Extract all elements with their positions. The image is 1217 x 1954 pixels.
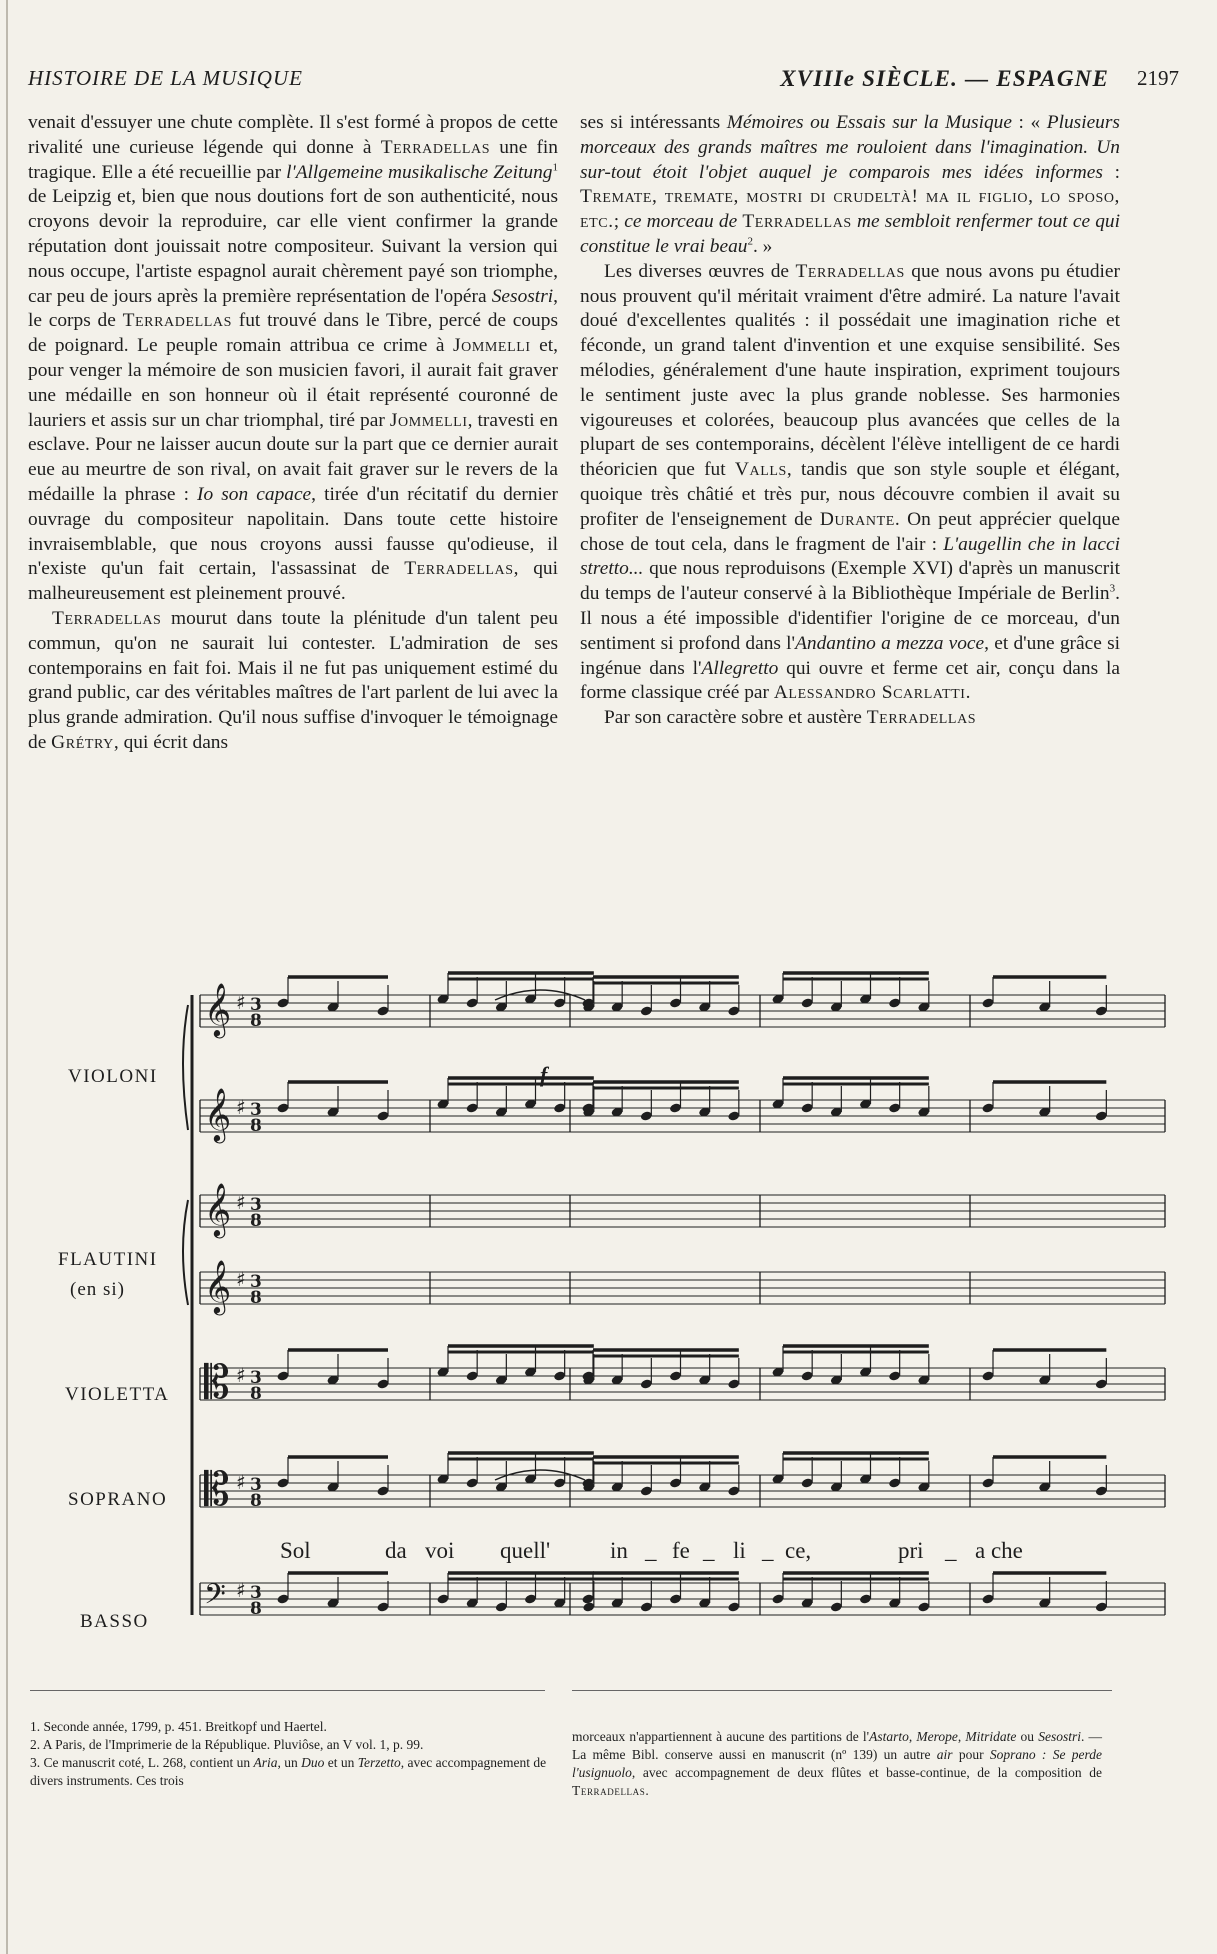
- composer-name: Alessandro Scarlatti: [773, 682, 966, 704]
- footnote-2: 2. A Paris, de l'Imprimerie de la République. Pluviôse, an V vol. 1, p. 99.: [30, 1737, 424, 1752]
- footnote-ref: 3: [1109, 582, 1116, 595]
- footnote-rule-left: [30, 1690, 545, 1691]
- time-signature-top: 3: [250, 1272, 262, 1292]
- text-run: 3. Ce manuscrit coté, L. 268, contient un: [30, 1755, 254, 1770]
- time-signature-bottom: 8: [250, 1211, 262, 1231]
- time-signature-bottom: 8: [250, 1116, 262, 1136]
- footnote-3: [30, 1754, 550, 1790]
- lyric-syllable: fe: [672, 1538, 690, 1563]
- text-run: , avec accompagnement de deux flûtes et basse-continue, de la composition de: [631, 1765, 1102, 1780]
- lyric-syllable: _: [762, 1538, 774, 1563]
- text-run: de Leipzig et, bien que nous doutions fort de son authenticité, nous croyons devoir la reproduire, car elle vient confirmer la grande réputation dont jouissait notre compositeur. Suivant la version qui nous occupe, l'artiste espagnol aurait chèrement payé son triomphe, car peu de jours après la première représentation de l'opéra: [28, 186, 558, 307]
- text-run: morceaux n'appartiennent à aucune des partitions de l': [572, 1729, 870, 1744]
- quotation: me sembloit renfermer tout ce qui constitue le vrai beau: [580, 211, 1120, 257]
- dynamic-forte: f: [540, 1062, 548, 1087]
- opera-title: Astarto: [869, 1729, 909, 1744]
- key-signature-icon: ♯: [236, 1095, 246, 1119]
- text-run: , un: [277, 1755, 302, 1770]
- violoni-brace: [183, 1005, 188, 1130]
- lyric-syllable: _: [945, 1538, 957, 1563]
- paragraph: [28, 607, 558, 756]
- opera-title: Merope: [916, 1729, 958, 1744]
- text-run: . — La même Bibl. conserve aussi en manuscrit (nº 139) un autre: [572, 1729, 1103, 1762]
- clef-icon: 𝄞: [204, 1087, 232, 1141]
- lyric-syllable: ce,: [785, 1538, 812, 1563]
- text-run: , et d'une grâce si ingénue dans l': [580, 632, 1120, 679]
- lyric-syllable: in: [610, 1538, 628, 1563]
- key-signature-icon: ♯: [236, 1190, 246, 1214]
- time-signature-top: 3: [250, 1583, 262, 1603]
- footnotes-left: [30, 1718, 550, 1790]
- text-run: ou: [1016, 1729, 1039, 1744]
- book-title: Mémoires ou Essais sur la Musique: [726, 112, 1012, 133]
- text-run: ;: [613, 211, 625, 233]
- composer-name: Terradellas: [122, 310, 233, 332]
- composer-name: Jommelli: [389, 409, 468, 431]
- composer-name: Terradellas: [742, 211, 852, 233]
- page-edge: [6, 0, 8, 1954]
- composer-name: Grétry: [51, 731, 114, 753]
- time-signature-top: 3: [250, 1100, 262, 1120]
- label-violoni: VIOLONI: [68, 1066, 158, 1087]
- label-soprano: SOPRANO: [68, 1489, 168, 1510]
- aria-title: Tremate, tremate, mostri di crudeltà! ma il figlio, lo sposo, etc.: [580, 186, 1120, 233]
- time-signature-top: 3: [250, 1368, 262, 1388]
- aria-title: Soprano : Se perde l'usignuolo: [572, 1747, 1102, 1780]
- header-section-title: XVIIIe SIÈCLE. — ESPAGNE: [780, 66, 1109, 91]
- time-signature-bottom: 8: [250, 1288, 262, 1308]
- time-signature-top: 3: [250, 1195, 262, 1215]
- text-run: . »: [752, 235, 773, 257]
- text-run: .: [645, 1783, 649, 1798]
- lyric-syllable: li: [733, 1538, 746, 1563]
- running-header: [28, 66, 1179, 92]
- left-text-column: [28, 111, 558, 756]
- key-signature-icon: ♯: [236, 1267, 246, 1291]
- text-run: que nous reproduisons (Exemple XVI) d'après un manuscrit du temps de l'auteur conservé à la Bibliothèque Impériale de Berlin: [580, 558, 1120, 605]
- composer-name: Jommelli: [452, 335, 531, 357]
- composer-name: Terradellas: [380, 136, 491, 158]
- key-signature-icon: ♯: [236, 1470, 246, 1494]
- flautini-brace: [183, 1200, 188, 1305]
- music-score-example: [40, 960, 1190, 1650]
- lyric-syllable: _: [645, 1538, 657, 1563]
- lyric-syllable: voi: [425, 1538, 455, 1563]
- composer-name: Terradellas: [866, 707, 977, 729]
- work-type: Terzetto: [357, 1755, 401, 1770]
- text-run: Les diverses œuvres de: [604, 260, 796, 282]
- text-run: . On peut apprécier quelque chose de tout cela, dans le fragment de l'air :: [580, 508, 1120, 555]
- text-run: mourut dans toute la plénitude d'un talent peu commun, qu'on ne saurait lui contester. L'admiration de ses contemporains en fait foi. Mais il ne fut pas uniquement estimé du grand public, car des véritables maîtres de l'art parlent de lui avec la plus grande admiration. Qu'il nous suffise d'invoquer le témoignage de: [28, 607, 558, 753]
- composer-name: Terradellas: [52, 607, 162, 629]
- text-run: pour: [952, 1747, 990, 1762]
- text-run: et, pour venger la mémoire de son musicien favori, il aurait fait graver une médaille en son honneur où il était représenté couronné de lauriers et assis sur un char triomphal, tiré par: [28, 335, 558, 431]
- clef-icon: 𝄡: [204, 1462, 230, 1516]
- lyric-syllable: da: [385, 1538, 407, 1563]
- key-signature-icon: ♯: [236, 990, 246, 1014]
- text-run: , avec accompagnement de divers instruments. Ces trois: [30, 1755, 547, 1788]
- composer-name: Terradellas: [572, 1783, 646, 1798]
- right-text-column: [580, 111, 1120, 731]
- clef-icon: 𝄞: [204, 1259, 232, 1313]
- lyric-syllable: quell': [500, 1538, 551, 1563]
- paragraph: [580, 111, 1120, 260]
- paragraph: [28, 111, 558, 607]
- label-flautini-sub: (en si): [70, 1279, 126, 1300]
- text-run: . Il nous a été impossible d'identifier l'origine de ce morceau, d'un sentiment si profond dans l': [580, 583, 1120, 654]
- work-type: Aria: [253, 1755, 278, 1770]
- text-run: fut trouvé dans le Tibre, percé de coups de poignard. Le peuple romain attribua ce crime à: [28, 310, 558, 357]
- lyric-syllable: pri: [898, 1538, 924, 1563]
- tempo-marking: Allegretto: [701, 657, 779, 679]
- text-run: Par son caractère sobre et austère: [604, 707, 867, 729]
- clef-icon: 𝄞: [204, 1182, 232, 1236]
- text-run: , tirée d'un récitatif du dernier ouvrage du compositeur napolitain. Dans toute cette histoire invraisemblable, que nous croyons aussi fausse qu'odieuse, il n'existe qu'un fait certain, l'assassinat de: [28, 483, 558, 580]
- footnote-rule-right: [572, 1690, 1112, 1691]
- lyric-syllable: Sol: [280, 1538, 311, 1563]
- text-run: , tandis que son style souple et élégant, quoique très châtié et très pur, nous découvre combien il avait su profiter de l'enseignement de: [580, 459, 1120, 530]
- time-signature-top: 3: [250, 1475, 262, 1495]
- time-signature-top: 3: [250, 995, 262, 1015]
- text-run: , qui écrit dans: [113, 731, 229, 753]
- label-flautini: FLAUTINI: [58, 1249, 158, 1270]
- clef-icon: 𝄞: [204, 982, 232, 1036]
- footnotes-right: [572, 1728, 1102, 1800]
- lyric-syllable: a che: [975, 1538, 1023, 1563]
- text-run: : «: [1011, 112, 1047, 133]
- opera-title: Mitridate: [965, 1729, 1017, 1744]
- quote-phrase: Io son capace: [197, 483, 312, 505]
- composer-name: Durante: [819, 508, 895, 530]
- text-run: ,: [957, 1729, 966, 1744]
- text-run: venait d'essuyer une chute complète. Il s'est formé à propos de cette rivalité une curieuse légende qui donne à: [28, 112, 558, 158]
- work-type: air: [936, 1747, 953, 1762]
- paragraph: [580, 706, 1120, 731]
- footnote-ref: 1: [552, 161, 558, 174]
- text-run: , le corps de: [28, 285, 558, 332]
- label-basso: BASSO: [80, 1611, 149, 1632]
- text-run: .: [965, 682, 971, 704]
- quotation: Plusieurs morceaux des grands maîtres me rouloient dans l'imagination. Un sur-tout étoit l'objet auquel je comparois mes idées informes: [580, 112, 1120, 183]
- footnote-ref: 2: [747, 235, 753, 248]
- journal-title: l'Allgemeine musikalische Zeitung: [286, 161, 553, 183]
- clef-icon: 𝄢: [204, 1578, 226, 1618]
- label-violetta: VIOLETTA: [65, 1384, 170, 1405]
- composer-name: Terradellas: [404, 558, 514, 580]
- tempo-marking: Andantino a mezza voce: [795, 632, 985, 654]
- text-run: qui ouvre et ferme cet air, conçu dans la forme classique créé par: [580, 657, 1120, 704]
- key-signature-icon: ♯: [236, 1363, 246, 1387]
- paragraph: [580, 260, 1120, 706]
- aria-title: L'augellin che in lacci stretto...: [580, 533, 1120, 580]
- work-type: Duo: [301, 1755, 325, 1770]
- time-signature-bottom: 8: [250, 1599, 262, 1619]
- page-number: 2197: [1137, 66, 1179, 90]
- composer-name: Terradellas: [795, 260, 905, 282]
- lyric-syllable: _: [703, 1538, 715, 1563]
- text-run: , travesti en esclave. Pour ne laisser aucun doute sur la part que ce dernier aurait eue au meurtre de son rival, on avait fait graver sur le revers de la médaille la phrase :: [28, 409, 558, 505]
- text-run: :: [1102, 161, 1120, 183]
- text-run: et un: [324, 1755, 358, 1770]
- opera-title: Sesostri: [1038, 1729, 1081, 1744]
- footnote-3-continued: [572, 1728, 1102, 1800]
- composer-name: Valls: [734, 459, 787, 481]
- key-signature-icon: ♯: [236, 1578, 246, 1602]
- opera-title: Sesostri: [491, 285, 554, 307]
- footnote-1: 1. Seconde année, 1799, p. 451. Breitkopf und Haertel.: [30, 1719, 327, 1734]
- text-run: , qui malheureusement est pleinement prouvé.: [28, 558, 558, 605]
- time-signature-bottom: 8: [250, 1491, 262, 1511]
- clef-icon: 𝄡: [204, 1355, 230, 1409]
- text-run: ses si intéressants: [580, 112, 727, 133]
- quotation: ce morceau de: [624, 211, 738, 233]
- time-signature-bottom: 8: [250, 1384, 262, 1404]
- header-book-title: HISTOIRE DE LA MUSIQUE: [28, 66, 303, 90]
- text-run: une fin tragique. Elle a été recueillie par: [28, 136, 558, 183]
- time-signature-bottom: 8: [250, 1011, 262, 1031]
- text-run: ,: [908, 1729, 917, 1744]
- text-run: que nous avons pu étudier nous prouvent qu'il méritait vraiment d'être admiré. La nature l'avait doué d'excellentes qualités : il possédait une imagination riche et féconde, un grand talent d'invention et une exquise sensibilité. Ses mélodies, généralement d'une haute inspiration, expriment toujours le sentiment juste avec la plus grande noblesse. Ses harmonies vigoureuses et colorées, beaucoup plus avancées que celles de la plupart de ses contemporains, décèlent l'élève intelligent de ce hardi théoricien que fut: [580, 260, 1120, 481]
